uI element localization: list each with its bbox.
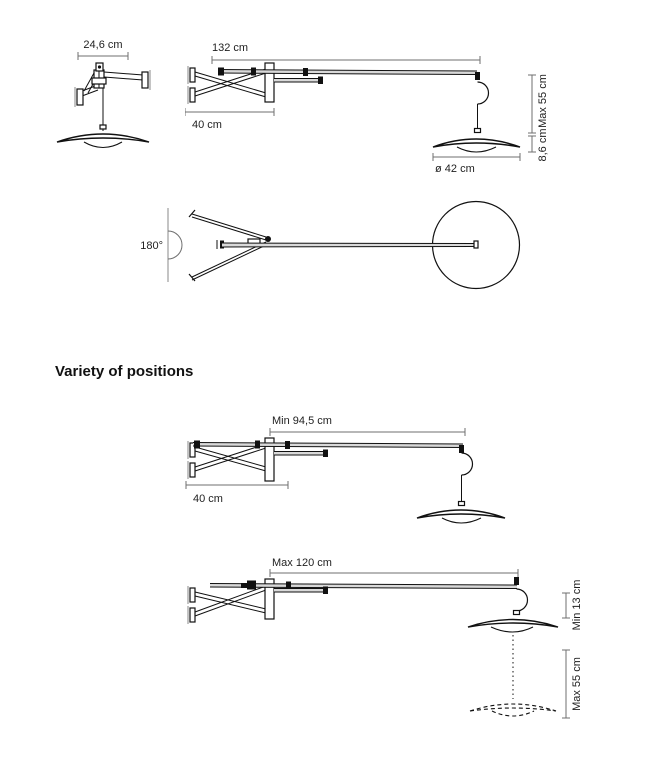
reach-dimension — [212, 42, 480, 64]
front-center-joint — [92, 63, 106, 88]
max-drop-label: Max 55 cm — [537, 74, 549, 128]
shade-diameter-dimension — [433, 153, 520, 175]
front-width-label: 24,6 cm — [83, 39, 123, 51]
shade-height-label: 8,6 cm — [537, 128, 549, 162]
position-min-diagram — [185, 405, 515, 545]
side-view-diagram — [185, 35, 560, 180]
position-max-diagram — [185, 555, 585, 765]
min-drop-label: Min 13 cm — [571, 579, 583, 631]
lamp-shade — [433, 129, 520, 153]
reach-label: 132 cm — [212, 42, 249, 54]
max-drop-label: Max 55 cm — [571, 657, 583, 711]
rotation-dimension — [140, 208, 182, 282]
shade-diameter-label: ø 42 cm — [435, 163, 475, 175]
arm-end-hook — [459, 445, 473, 475]
bracket-depth-label: 40 cm — [192, 119, 222, 131]
lamp-shade — [468, 611, 558, 633]
arm-end-hook — [475, 72, 489, 104]
front-view-diagram — [40, 30, 180, 160]
min-reach-label: Min 94,5 cm — [272, 415, 332, 427]
front-wall-plate-left — [75, 87, 83, 107]
front-swing-arm — [75, 63, 150, 107]
max-reach-dimension — [270, 557, 518, 577]
rotation-label: 180° — [140, 240, 163, 252]
front-width-dimension — [78, 39, 128, 60]
max-reach-label: Max 120 cm — [272, 557, 332, 569]
bracket-depth-dimension — [186, 481, 288, 505]
drop-dimension — [528, 74, 549, 161]
min-reach-dimension — [270, 415, 465, 436]
lamp-shade — [417, 502, 505, 524]
max-drop-dimension — [562, 650, 583, 718]
lowered-shade-dashed — [470, 704, 556, 716]
top-view-diagram — [125, 190, 545, 305]
min-drop-dimension — [562, 580, 583, 631]
section-heading: Variety of positions — [55, 363, 194, 380]
front-lamp-shade — [57, 125, 149, 148]
front-wall-plate-right — [142, 70, 150, 90]
arm-end-hook — [514, 577, 527, 611]
bracket-depth-dimension — [185, 108, 274, 131]
bracket-depth-label: 40 cm — [193, 493, 223, 505]
telescopic-arm — [210, 581, 517, 595]
